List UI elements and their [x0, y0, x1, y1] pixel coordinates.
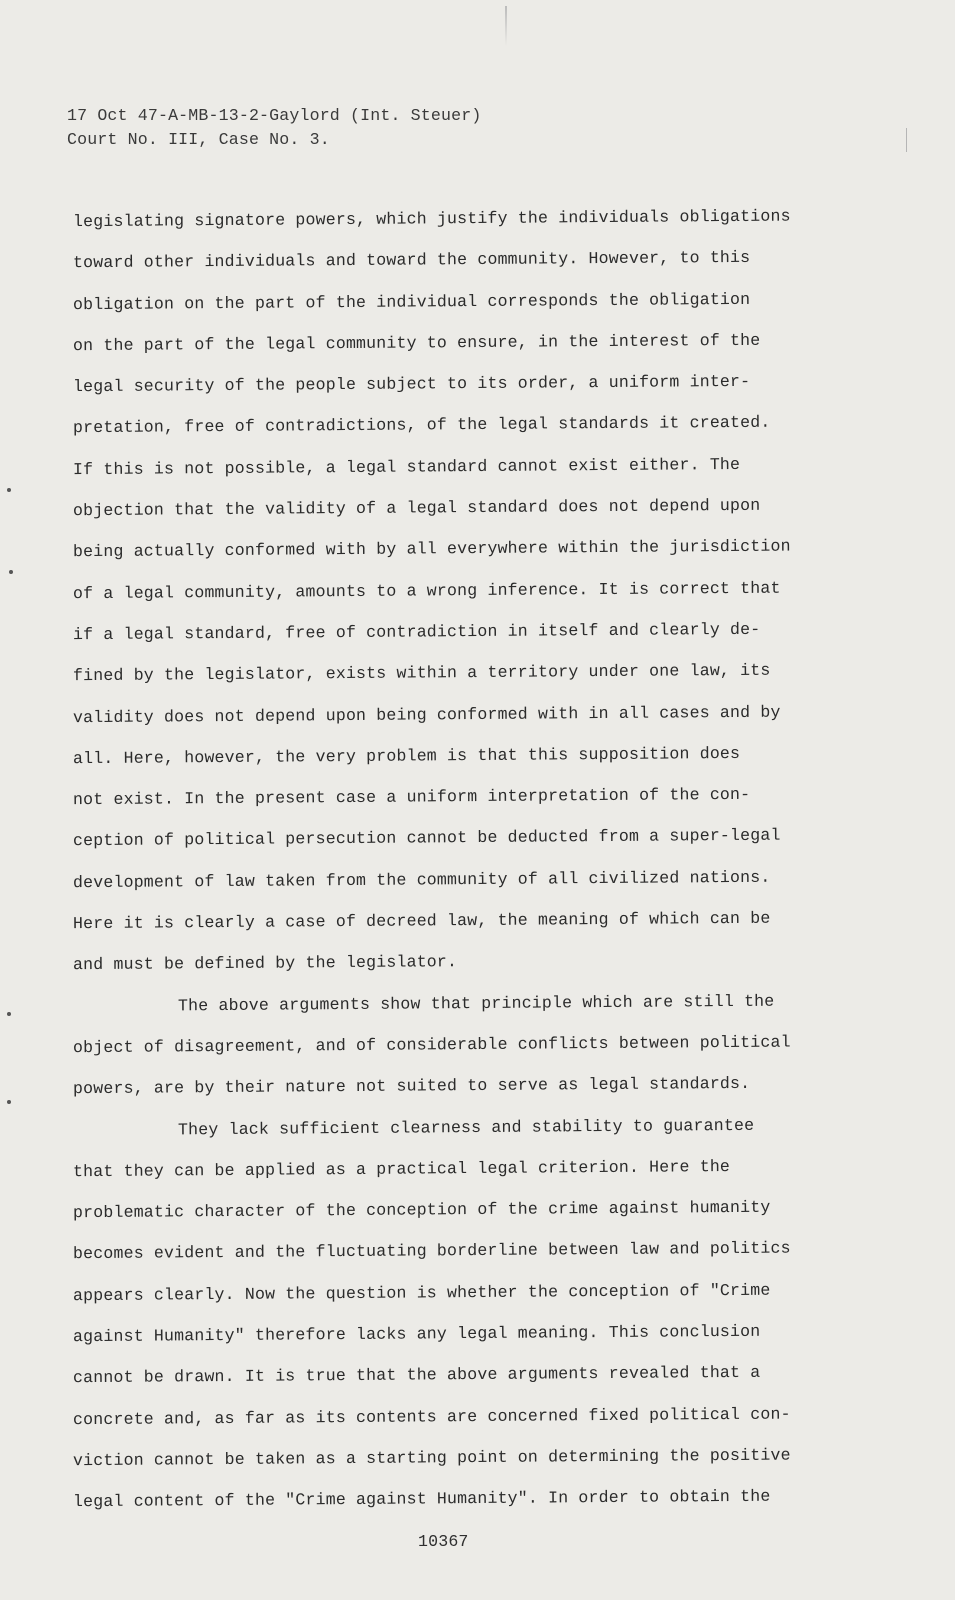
- text-line: objection that the validity of a legal standard does not depend upon: [72, 495, 761, 521]
- text-line: powers, are by their nature not suited to serve as legal standards.: [72, 1074, 751, 1099]
- margin-speck: [9, 570, 13, 574]
- page-number: 10367: [418, 1532, 469, 1551]
- text-line: of a legal community, amounts to a wrong inference. It is correct that: [72, 578, 781, 603]
- text-line: ception of political persecution cannot be deducted from a super-legal: [72, 826, 781, 851]
- paragraph-start-line: The above arguments show that principle which are still the: [177, 991, 775, 1015]
- document-header: [67, 104, 481, 152]
- text-line: problematic character of the conception of the crime against humanity: [72, 1197, 771, 1223]
- text-line: validity does not depend upon being conformed with in all cases and by: [72, 702, 781, 727]
- text-line: being actually conformed with by all everywhere within the jurisdiction: [72, 536, 791, 562]
- text-line: obligation on the part of the individual corresponds the obligation: [72, 289, 751, 314]
- paragraph-start-line: They lack sufficient clearness and stability to guarantee: [177, 1115, 755, 1139]
- text-line: Here it is clearly a case of decreed law, the meaning of which can be: [72, 908, 771, 934]
- text-line: not exist. In the present case a uniform interpretation of the con-: [72, 785, 751, 810]
- text-line: against Humanity" therefore lacks any legal meaning. This conclusion: [72, 1321, 761, 1347]
- header-line-1: 17 Oct 47-A-MB-13-2-Gaylord (Int. Steuer): [67, 106, 482, 125]
- margin-speck: [7, 488, 11, 492]
- text-line: if a legal standard, free of contradiction in itself and clearly de-: [72, 619, 761, 645]
- header-line-2: Court No. III, Case No. 3.: [67, 130, 330, 149]
- text-line: on the part of the legal community to ensure, in the interest of the: [72, 330, 761, 356]
- text-line: legislating signatore powers, which justify the individuals obligations: [72, 206, 791, 232]
- text-line: and must be defined by the legislator.: [72, 952, 458, 975]
- text-line: viction cannot be taken as a starting point on determining the positive: [72, 1445, 791, 1471]
- text-line: becomes evident and the fluctuating borderline between law and politics: [72, 1238, 791, 1264]
- margin-speck: [7, 1100, 11, 1104]
- text-line: fined by the legislator, exists within a territory under one law, its: [72, 660, 771, 686]
- text-line: development of law taken from the community of all civilized nations.: [72, 867, 771, 892]
- text-line: cannot be drawn. It is true that the above arguments revealed that a: [72, 1363, 761, 1388]
- text-line: concrete and, as far as its contents are concerned fixed political con-: [72, 1404, 791, 1429]
- margin-speck: [7, 1012, 11, 1016]
- text-line: object of disagreement, and of considerable conflicts between political: [72, 1032, 791, 1058]
- page-crease-mark: [505, 6, 507, 46]
- text-line: If this is not possible, a legal standard cannot exist either. The: [72, 454, 741, 479]
- text-line: all. Here, however, the very problem is that this supposition does: [72, 743, 741, 769]
- text-line: legal security of the people subject to its order, a uniform inter-: [72, 372, 751, 397]
- text-line: that they can be applied as a practical legal criterion. Here the: [72, 1156, 731, 1182]
- margin-tick-mark: [906, 128, 907, 152]
- text-line: legal content of the "Crime against Humanity". In order to obtain the: [72, 1486, 771, 1512]
- text-line: toward other individuals and toward the community. However, to this: [72, 248, 751, 273]
- text-line: pretation, free of contradictions, of the legal standards it created.: [72, 413, 771, 438]
- text-line: appears clearly. Now the question is whether the conception of "Crime: [72, 1280, 771, 1305]
- document-body: [73, 198, 883, 1520]
